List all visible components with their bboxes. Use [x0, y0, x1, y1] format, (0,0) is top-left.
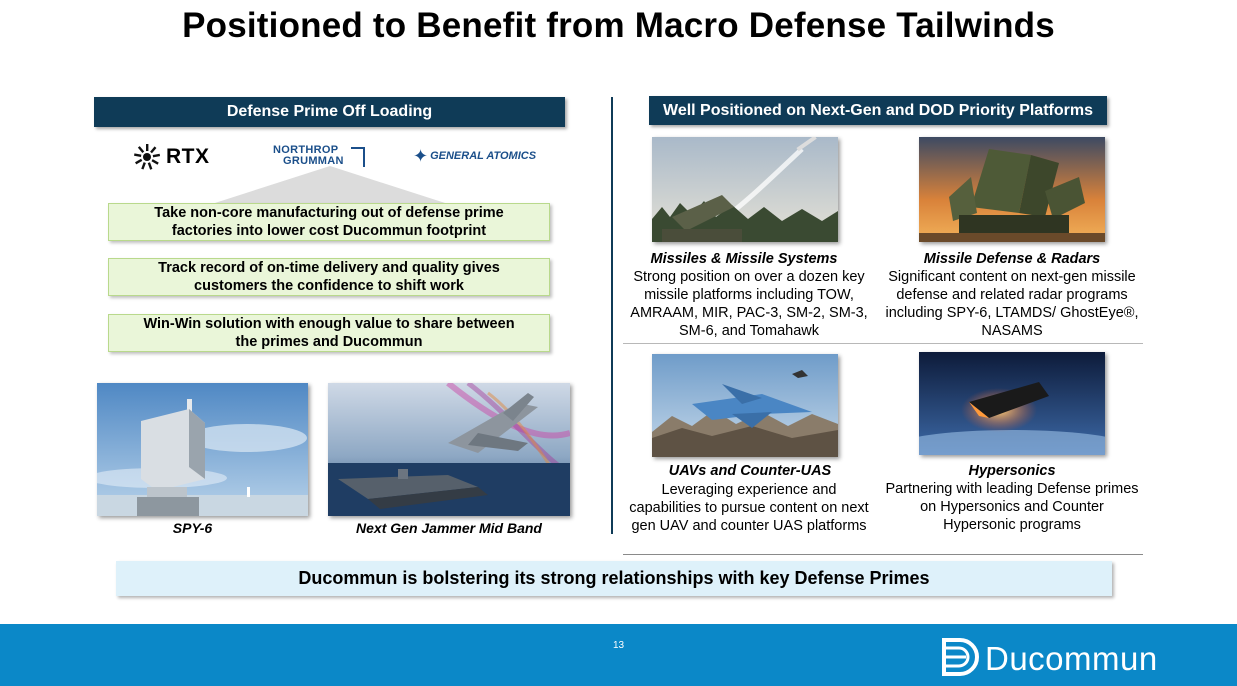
row-separator — [623, 343, 1143, 344]
bottom-banner: Ducommun is bolstering its strong relationships with key Defense Primes — [116, 561, 1112, 596]
ga-star-icon: ✦ — [413, 146, 429, 166]
page-number: 13 — [612, 640, 625, 651]
spy6-caption: SPY-6 — [172, 520, 213, 536]
missiles-photo — [652, 137, 838, 242]
uav-photo — [652, 354, 838, 457]
ga-logo-text: GENERAL ATOMICS — [430, 150, 537, 162]
northrop-logo-line2: GRUMMAN — [283, 155, 344, 167]
ducommun-brand-text: Ducommun — [985, 640, 1158, 677]
offload-point-3: Win-Win solution with enough value to share between the primes and Ducommun — [108, 314, 550, 352]
uav-title: UAVs and Counter-UAS — [668, 463, 832, 479]
missiles-description: Strong position on over a dozen key missile platforms including TOW, AMRAAM, MIR, PAC-3, SM-2, SM-3, SM-6, and Tomahawk — [630, 269, 868, 339]
offload-point-1: Take non-core manufacturing out of defense prime factories into lower cost Ducommun footprint — [108, 203, 550, 241]
general-atomics-logo — [413, 147, 536, 165]
page-title: Positioned to Benefit from Macro Defense Tailwinds — [182, 6, 1055, 45]
spy6-radar-photo — [97, 383, 308, 516]
platforms-header: Well Positioned on Next-Gen and DOD Priority Platforms — [649, 96, 1107, 125]
offload-point-2: Track record of on-time delivery and quality gives customers the confidence to shift work — [108, 258, 550, 296]
hypersonics-title: Hypersonics — [968, 463, 1056, 479]
bottom-separator — [623, 554, 1143, 555]
missile-defense-description: Significant content on next-gen missile defense and related radar programs including SPY-6, LTAMDS/ GhostEye®, NASAMS — [885, 269, 1139, 339]
hypersonics-description: Partnering with leading Defense primes on Hypersonics and Counter Hypersonic programs — [885, 481, 1139, 533]
uav-description: Leveraging experience and capabilities to pursue content on next gen UAV and counter UAS platforms — [629, 482, 869, 534]
rtx-logo-text: RTX — [166, 145, 210, 168]
missiles-title: Missiles & Missile Systems — [650, 251, 838, 267]
missile-defense-title: Missile Defense & Radars — [923, 251, 1101, 267]
northrop-logo-line1: NORTHROP — [273, 144, 339, 156]
radar-photo — [919, 137, 1105, 242]
hypersonics-photo — [919, 352, 1105, 455]
defense-prime-header: Defense Prime Off Loading — [94, 97, 565, 127]
next-gen-jammer-photo — [328, 383, 570, 516]
column-divider — [611, 97, 613, 534]
ducommun-logo-icon — [940, 636, 982, 678]
rtx-starburst-icon — [133, 143, 161, 171]
ngj-caption: Next Gen Jammer Mid Band — [356, 520, 542, 536]
